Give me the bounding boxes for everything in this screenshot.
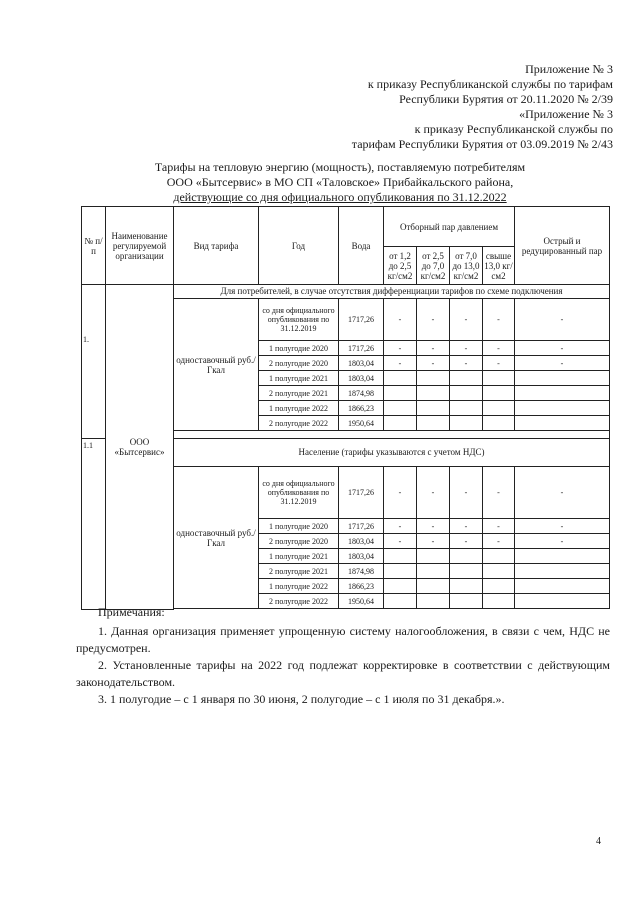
header-line: к приказу Республиканской службы по тарифам (367, 77, 613, 91)
value-cell: 1803,04 (339, 534, 384, 549)
notes-heading: Примечания: (98, 605, 165, 619)
period-cell: 1 полугодие 2021 (259, 371, 339, 386)
empty-cell (483, 564, 515, 579)
notes-section (76, 604, 610, 708)
empty-cell (515, 564, 610, 579)
empty-cell (384, 579, 417, 594)
dash-cell: - (515, 534, 610, 549)
dash-cell: - (515, 467, 610, 519)
period-cell: 1 полугодие 2021 (259, 549, 339, 564)
tariff-type-2: одноставочный руб./Гкал (174, 467, 259, 609)
empty-cell (483, 386, 515, 401)
dash-cell: - (483, 467, 515, 519)
dash-cell: - (515, 519, 610, 534)
period-cell: 2 полугодие 2021 (259, 564, 339, 579)
dash-cell: - (483, 341, 515, 356)
header-line: «Приложение № 3 (519, 107, 613, 121)
empty-cell (384, 386, 417, 401)
period-cell: 2 полугодие 2020 (259, 356, 339, 371)
dash-cell: - (515, 299, 610, 341)
header-steam: Отборный пар давлением (384, 207, 515, 247)
period-cell: 1 полугодие 2022 (259, 401, 339, 416)
header-pressure-3: от 7,0 до 13,0 кг/см2 (450, 247, 483, 285)
empty-cell (483, 371, 515, 386)
empty-cell (417, 549, 450, 564)
dash-cell: - (417, 534, 450, 549)
period-cell: со дня официального опубликования по 31.12.2019 (259, 467, 339, 519)
header-num: № п/п (82, 207, 106, 285)
dash-cell: - (483, 534, 515, 549)
dash-cell: - (417, 467, 450, 519)
tariff-table (81, 206, 610, 610)
section-label-2: Население (тарифы указываются с учетом НДС) (174, 439, 610, 467)
dash-cell: - (450, 299, 483, 341)
value-cell: 1803,04 (339, 371, 384, 386)
row-number-1: 1. (82, 285, 106, 439)
dash-cell: - (450, 356, 483, 371)
dash-cell: - (384, 467, 417, 519)
title-line-1: Тарифы на тепловую энергию (мощность), поставляемую потребителям (154, 160, 526, 174)
dash-cell: - (384, 534, 417, 549)
period-cell: 2 полугодие 2020 (259, 534, 339, 549)
value-cell: 1717,26 (339, 299, 384, 341)
empty-cell (417, 564, 450, 579)
header-year: Год (259, 207, 339, 285)
period-cell: 1 полугодие 2020 (259, 519, 339, 534)
empty-cell (483, 579, 515, 594)
dash-cell: - (450, 467, 483, 519)
empty-cell (450, 564, 483, 579)
value-cell: 1950,64 (339, 416, 384, 431)
organization-name: ООО «Бытсервис» (106, 285, 174, 610)
header-org: Наименование регулируемой организации (106, 207, 174, 285)
empty-cell (450, 371, 483, 386)
empty-cell (515, 416, 610, 431)
empty-cell (450, 416, 483, 431)
empty-cell (450, 401, 483, 416)
value-cell: 1717,26 (339, 467, 384, 519)
empty-cell (483, 416, 515, 431)
dash-cell: - (483, 299, 515, 341)
dash-cell: - (384, 519, 417, 534)
empty-cell (417, 579, 450, 594)
title-line-3: действующие со дня официального опубликования по 31.12.2022 (173, 190, 507, 204)
empty-cell (483, 549, 515, 564)
value-cell: 1866,23 (339, 401, 384, 416)
dash-cell: - (483, 356, 515, 371)
dash-cell: - (483, 519, 515, 534)
dash-cell: - (417, 519, 450, 534)
empty-cell (384, 371, 417, 386)
header-pressure-4: свыше 13,0 кг/см2 (483, 247, 515, 285)
dash-cell: - (417, 299, 450, 341)
header-line: к приказу Республиканской службы по (414, 122, 613, 136)
tariff-type-1: одноставочный руб./Гкал (174, 299, 259, 431)
empty-cell (450, 579, 483, 594)
value-cell: 1717,26 (339, 341, 384, 356)
dash-cell: - (450, 341, 483, 356)
dash-cell: - (384, 356, 417, 371)
dash-cell: - (417, 356, 450, 371)
dash-cell: - (450, 519, 483, 534)
value-cell: 1874,98 (339, 386, 384, 401)
empty-cell (417, 386, 450, 401)
value-cell: 1803,04 (339, 549, 384, 564)
spacer-cell (174, 431, 610, 439)
empty-cell (450, 386, 483, 401)
empty-cell (450, 549, 483, 564)
period-cell: 2 полугодие 2022 (259, 594, 339, 609)
row-number-1-1: 1.1 (82, 439, 106, 610)
dash-cell: - (515, 341, 610, 356)
empty-cell (384, 416, 417, 431)
header-line: Приложение № 3 (525, 62, 613, 76)
value-cell: 1874,98 (339, 564, 384, 579)
header-pressure-1: от 1,2 до 2,5 кг/см2 (384, 247, 417, 285)
dash-cell: - (384, 341, 417, 356)
empty-cell (515, 386, 610, 401)
empty-cell (384, 564, 417, 579)
dash-cell: - (515, 356, 610, 371)
empty-cell (384, 401, 417, 416)
appendix-header (352, 62, 613, 152)
value-cell: 1950,64 (339, 594, 384, 609)
empty-cell (384, 549, 417, 564)
empty-cell (515, 401, 610, 416)
header-tariff-type: Вид тарифа (174, 207, 259, 285)
note-2: 2. Установленные тарифы на 2022 год подлежат корректировке в соответствии с действующим законодательством. (76, 658, 610, 689)
value-cell: 1717,26 (339, 519, 384, 534)
value-cell: 1866,23 (339, 579, 384, 594)
period-cell: 1 полугодие 2022 (259, 579, 339, 594)
empty-cell (417, 371, 450, 386)
note-1: 1. Данная организация применяет упрощенную систему налогообложения, в связи с чем, НДС не предусмотрен. (76, 624, 610, 655)
period-cell: 1 полугодие 2020 (259, 341, 339, 356)
empty-cell (515, 549, 610, 564)
header-water: Вода (339, 207, 384, 285)
period-cell: со дня официального опубликования по 31.12.2019 (259, 299, 339, 341)
document-title (120, 160, 560, 205)
period-cell: 2 полугодие 2022 (259, 416, 339, 431)
dash-cell: - (417, 341, 450, 356)
section-label-1: Для потребителей, в случае отсутствия дифференциации тарифов по схеме подключения (174, 285, 610, 299)
empty-cell (515, 579, 610, 594)
empty-cell (417, 416, 450, 431)
note-3: 3. 1 полугодие – с 1 января по 30 июня, 2 полугодие – с 1 июля по 31 декабря.». (98, 692, 505, 706)
dash-cell: - (450, 534, 483, 549)
header-line: Республики Бурятия от 20.11.2020 № 2/39 (399, 92, 613, 106)
empty-cell (515, 371, 610, 386)
empty-cell (417, 401, 450, 416)
dash-cell: - (384, 299, 417, 341)
period-cell: 2 полугодие 2021 (259, 386, 339, 401)
value-cell: 1803,04 (339, 356, 384, 371)
header-sharp-steam: Острый и редуцированный пар (515, 207, 610, 285)
title-line-2: ООО «Бытсервис» в МО СП «Таловское» Прибайкальского района, (166, 175, 514, 189)
header-pressure-2: от 2,5 до 7,0 кг/см2 (417, 247, 450, 285)
page-number: 4 (596, 836, 601, 847)
header-line: тарифам Республики Бурятия от 03.09.2019 № 2/43 (351, 137, 613, 151)
empty-cell (483, 401, 515, 416)
